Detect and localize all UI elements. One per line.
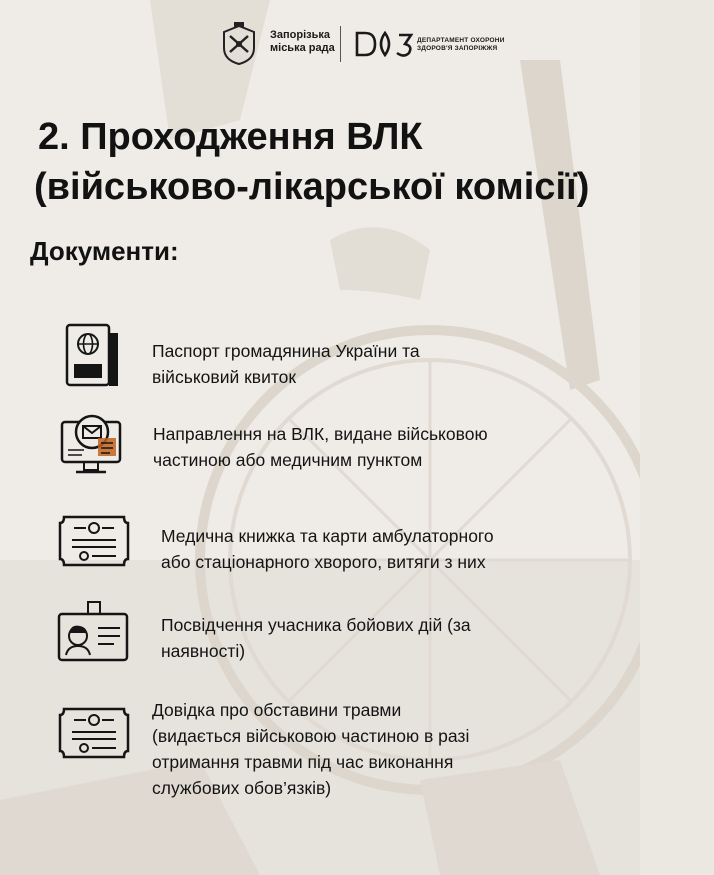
list-item: [153, 421, 488, 473]
item-5-line2: (видається військовою частиною в разі: [152, 726, 470, 746]
list-item: [152, 697, 469, 801]
coat-of-arms-icon: [220, 22, 258, 66]
certificate-icon: [58, 706, 130, 760]
item-5-line3: отримання травми під час виконання: [152, 752, 454, 772]
item-1-line1: Паспорт громадянина України та: [152, 341, 420, 361]
documents-heading: Документи:: [30, 236, 179, 266]
city-council-line1: Запорізька: [270, 29, 331, 41]
health-department-line1: ДЕПАРТАМЕНТ ОХОРОНИ: [417, 37, 505, 44]
item-5-line4: службових обов’язків): [152, 778, 332, 798]
item-3-line1: Медична книжка та карти амбулаторного: [161, 526, 494, 546]
page-title: [34, 112, 590, 212]
item-3-line2: або стаціонарного хворого, витяги з них: [161, 552, 486, 572]
list-item: [161, 523, 494, 575]
item-1-line2: військовий квиток: [152, 367, 297, 387]
list-item: [152, 338, 420, 390]
logo-divider: [340, 26, 341, 62]
health-department-name: [417, 37, 505, 53]
certificate-icon: [58, 514, 130, 568]
item-2-line1: Направлення на ВЛК, видане військовою: [153, 424, 488, 444]
passport-icon: [64, 322, 120, 388]
list-item: [161, 612, 471, 664]
health-department-logo-icon: [355, 30, 415, 58]
item-4-line2: наявності): [161, 641, 246, 661]
title-line1: 2. Проходження ВЛК: [38, 116, 423, 158]
referral-letter-icon: [58, 408, 124, 478]
id-card-icon: [56, 600, 130, 664]
item-2-line2: частиною або медичним пунктом: [153, 450, 423, 470]
item-4-line1: Посвідчення учасника бойових дій (за: [161, 615, 471, 635]
header: [0, 22, 714, 66]
city-council-line2: міська рада: [270, 42, 335, 54]
health-department-line2: ЗДОРОВ'Я ЗАПОРІЖЖЯ: [417, 45, 498, 52]
item-5-line1: Довідка про обставини травми: [152, 700, 402, 720]
city-council-name: [270, 29, 335, 55]
title-line2: (військово-лікарської комісії): [34, 166, 590, 208]
